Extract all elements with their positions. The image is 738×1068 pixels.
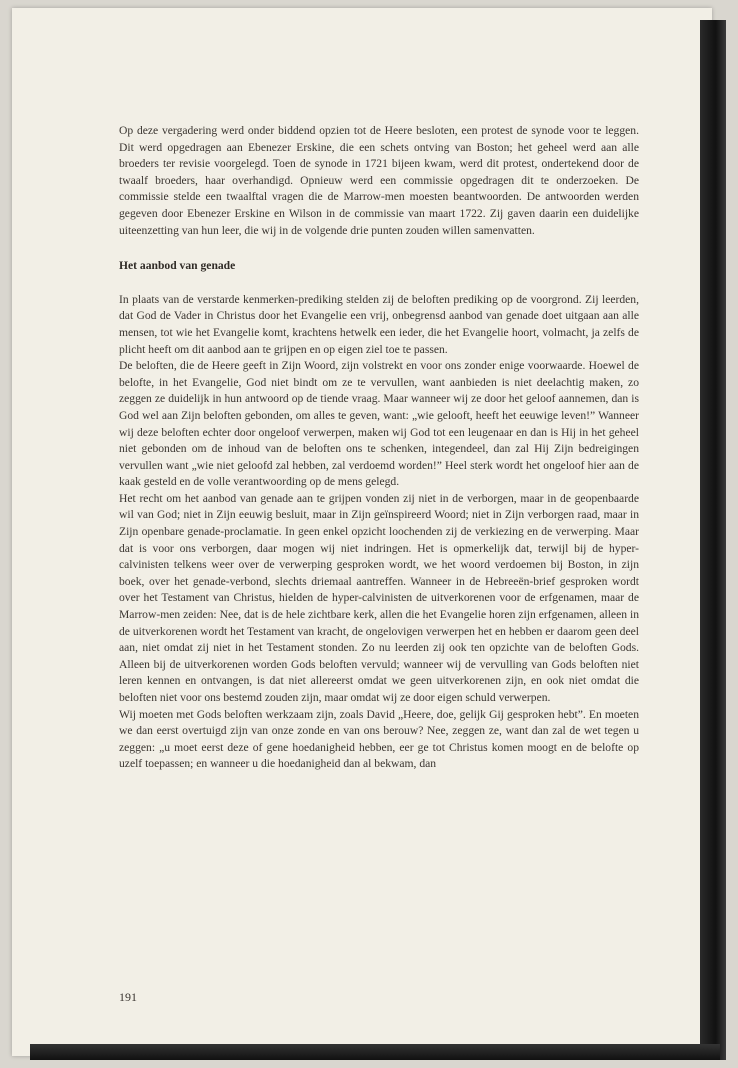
body-text: [119, 123, 639, 773]
paragraph: In plaats van de verstarde kenmerken-prediking stelden zij de beloften prediking op de voorgrond. Zij leerden, dat God de Vader in Christus door het Evangelie een vrij, onbegrensd aanbod van genade doet uitgaan aan alle mensen, tot wie het Evangelie komt, krachtens hetwelk een ieder, die het Evangelie hoort, volmacht, ja zelfs de plicht heeft om dit aanbod aan te grijpen en op eigen ziel toe te passen.: [119, 292, 639, 356]
page-edge-shadow-bottom: [30, 1044, 720, 1060]
paragraph-intro: Op deze vergadering werd onder biddend opzien tot de Heere besloten, een protest de synode voor te leggen. Dit werd opgedragen aan Ebenezer Erskine, die een schets ontving van Boston; het geheel werd aan alle broeders ter revisie voorgelegd. Toen de synode in 1721 bijeen kwam, werd dit protest, ondertekend door de twaalf broeders, haar overhandigd. Opnieuw werd een commissie opgedragen dit te onderzoeken. De commissie stelde een twaalftal vragen die de Marrow-men moesten beantwoorden. De antwoorden werden gegeven door Ebenezer Erskine en Wilson in de commissie van maart 1722. Zij gaven daarin een duidelijke uiteenzetting van hun leer, die wij in de volgende drie punten zouden willen samenvatten.: [119, 124, 639, 237]
paragraph: Wij moeten met Gods beloften werkzaam zijn, zoals David „Heere, doe, gelijk Gij gesproken hebt”. En moeten we dan eerst overtuigd zijn van onze zonde en van ons berouw? Nee, zeggen ze, want dan zal de wet tegen u zeggen: „u moet eerst deze of gene hoedanigheid hebben, eer ge tot Christus komen moogt en de belofte op uzelf toepassen; en wanneer u die hoedanigheid dan al bekwam, dan: [119, 707, 639, 771]
page-edge-shadow: [700, 20, 726, 1060]
paragraph: Het recht om het aanbod van genade aan te grijpen vonden zij niet in de verborgen, maar in de geopenbaarde wil van God; niet in Zijn eeuwig besluit, maar in Zijn geïnspireerd Woord; niet in Zijn verborgen raad, maar in Zijn openbare genade-proclamatie. In geen enkel opzicht loochenden zij de verkiezing en de verwerping. Maar dat is voor ons verborgen, daar mogen wij niet indringen. Het is opmerkelijk dat, terwijl bij de hyper-calvinisten telkens weer over de verwerping gesproken wordt, we het woord verdoemen bij Boston, in zijn boek, over het genade-verbond, slechts driemaal aantreffen. Wanneer in de Hebreeën-brief gesproken wordt over het Testament van Christus, hielden de hyper-calvinisten de uitverkorenen voor de erfgenamen, maar de Marrow-men zeiden: Nee, dat is de hele zichtbare kerk, allen die het Evangelie horen zijn erfgenamen, alleen in de uitverkorenen wordt het Testament van kracht, de ongelovigen verwerpen het en hebben er daarom geen deel aan, niet omdat zij niet in het Testament stonden. Zo nu leerden zij ook ten opzichte van de beloften Gods. Alleen bij de uitverkorenen worden Gods beloften vervuld; wanneer wij de vervulling van Gods beloften niet leren kennen en ontvangen, is dat niet allereerst omdat we geen uitverkorenen zijn, en ook niet omdat die beloften niet voor ons bestemd zouden zijn, maar omdat wij ze door eigen schuld verwerpen.: [119, 491, 639, 704]
section-heading: Het aanbod van genade: [119, 259, 236, 273]
book-page: [12, 8, 712, 1056]
paragraph: De beloften, die de Heere geeft in Zijn Woord, zijn volstrekt en voor ons zonder enige voorwaarde. Hoewel de belofte, in het Evangelie, God niet bindt om ze te vervullen, want aanbieden is niet deelachtig maken, zo zeggen ze duidelijk in hun antwoord op de tiende vraag. Maar wanneer wij ze door het geloof aannemen, dan is God wel aan Zijn beloften gebonden, om alles te geven, want: „wie gelooft, heeft het eeuwige leven!” Wanneer wij deze beloften echter door ongeloof verwerpen, maken wij God tot een leugenaar en dan is Hij in het geheel niet gebonden om de inhoud van de beloften ons te schenken, integendeel, dan zal Hij Zijn bedreigingen vervullen want „wie niet geloofd zal hebben, zal verdoemd worden!” Heel sterk wordt het ongeloof hier aan de kaak gesteld en de volle verantwoording op de mens gelegd.: [119, 359, 639, 489]
page-number: 191: [119, 990, 137, 1004]
